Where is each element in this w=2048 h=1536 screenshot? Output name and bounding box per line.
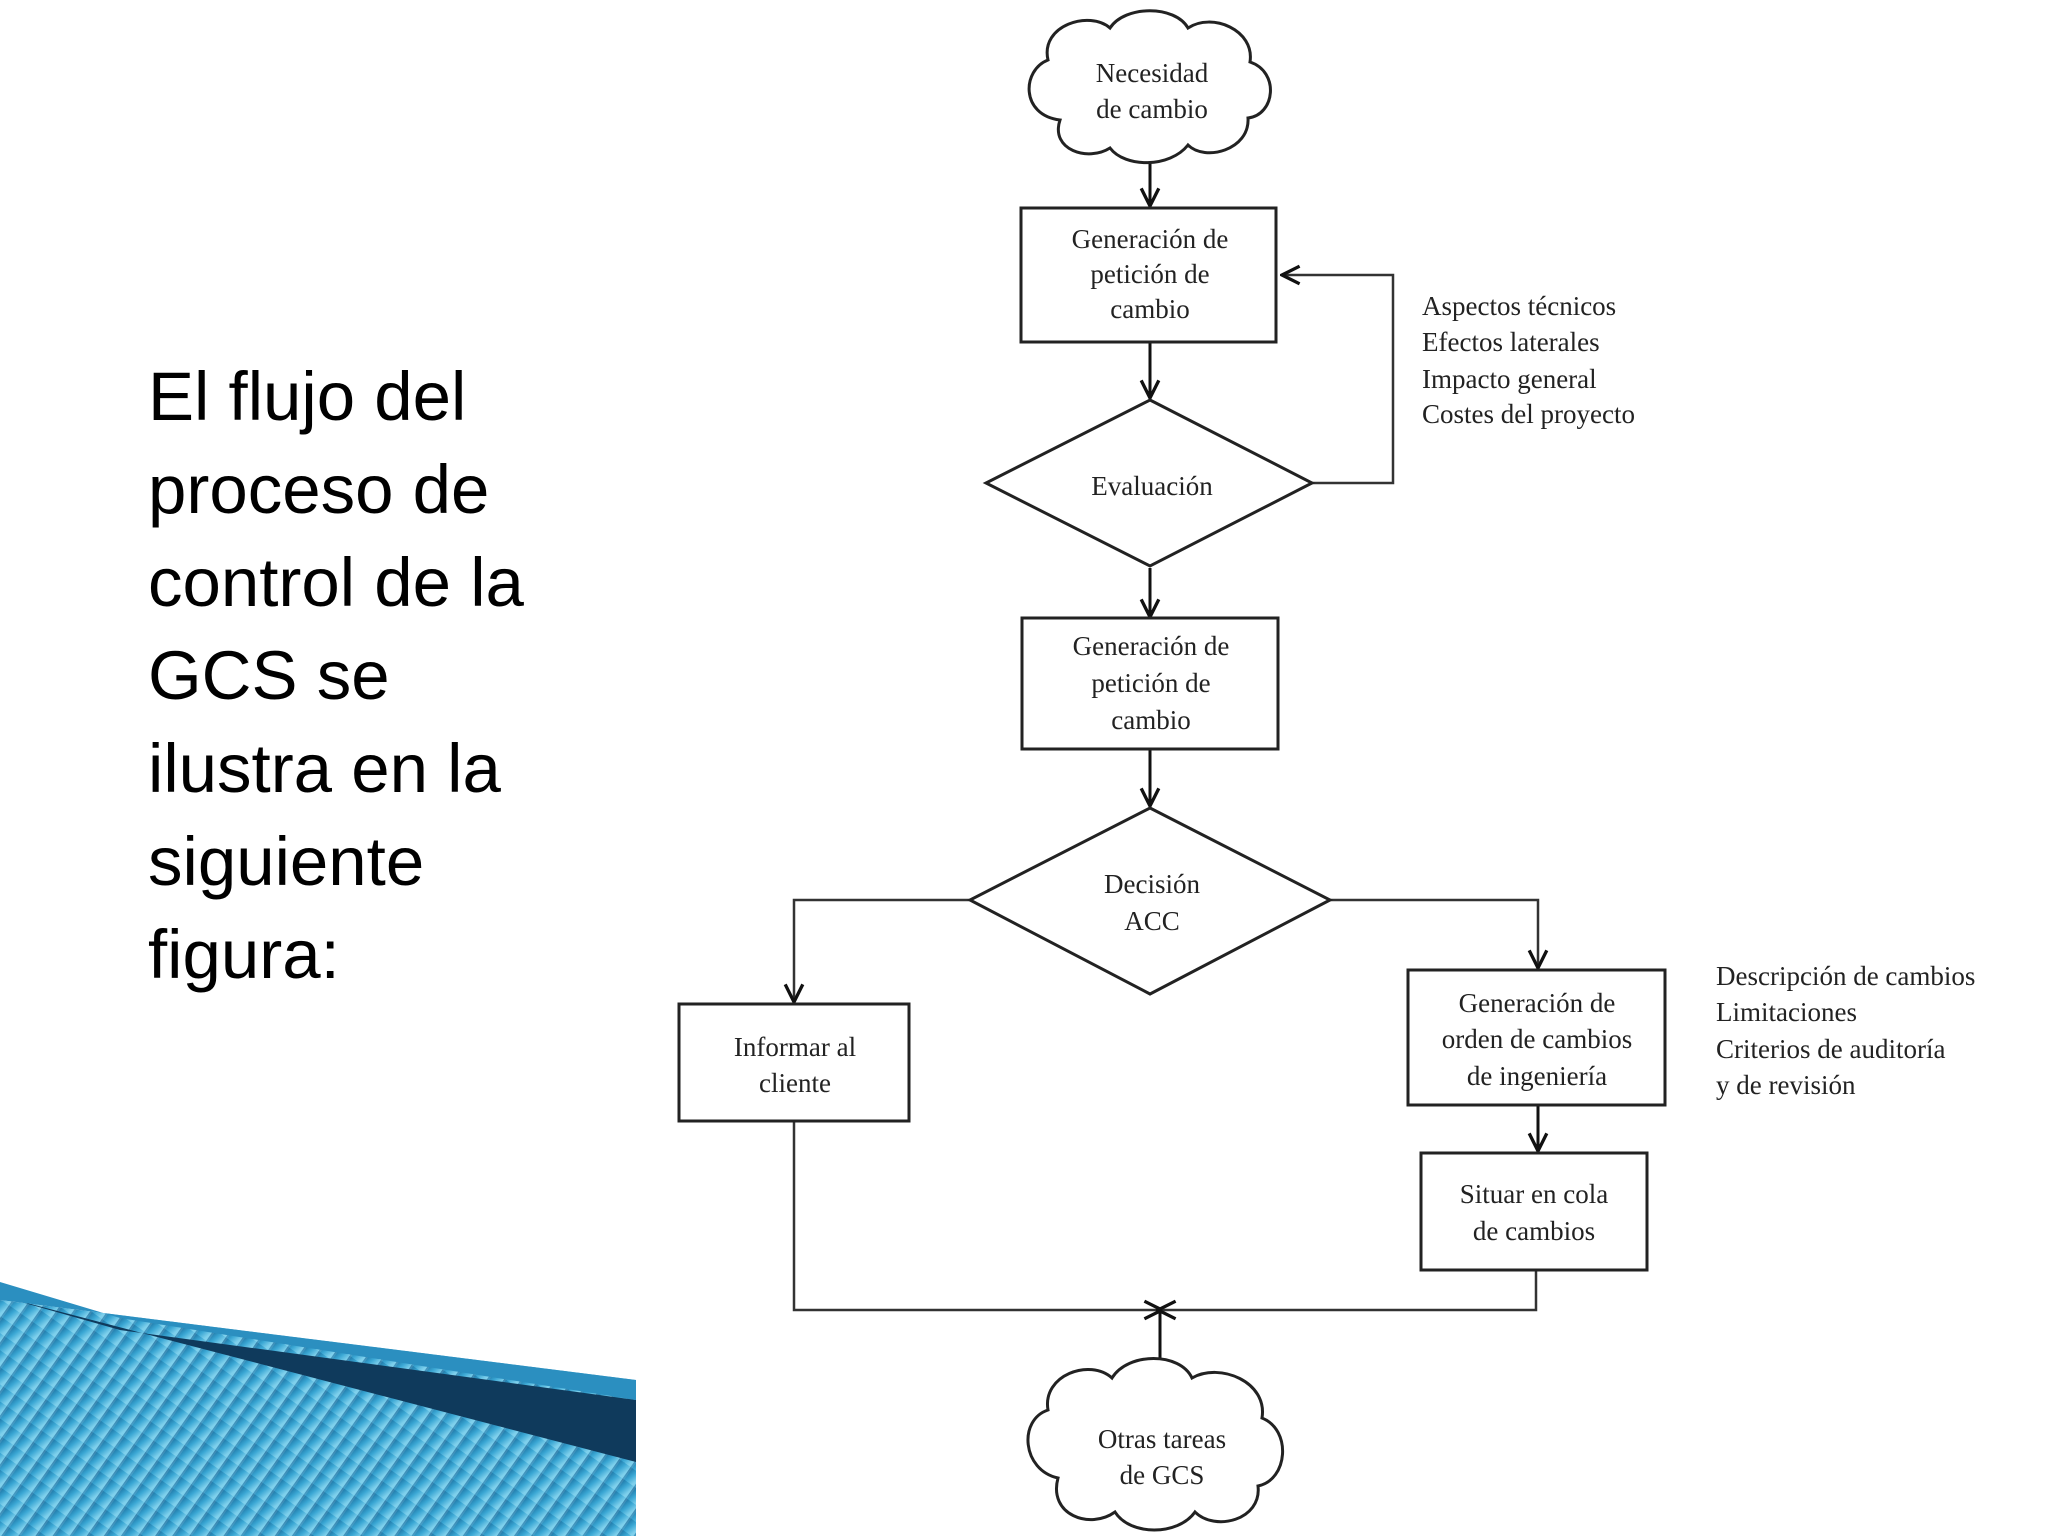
evaluation-diamond	[986, 400, 1312, 566]
arrow-eval-feedback	[1282, 275, 1393, 483]
inform-label-line: Informar al	[733, 1032, 857, 1062]
eval-note: Aspectos técnicos	[1422, 291, 1617, 321]
eco-box	[1408, 970, 1665, 1105]
decision-label-line: ACC	[1124, 906, 1180, 936]
start-label-line: Necesidad	[1095, 58, 1209, 88]
end-label-line: de GCS	[1119, 1460, 1205, 1490]
inform-label-line: cliente	[759, 1068, 831, 1098]
arrow-decision-to-inform	[794, 900, 970, 1002]
eco-label-line: Generación de	[1458, 988, 1616, 1018]
decision-label-line: Decisión	[1104, 869, 1200, 899]
request1-label-line: cambio	[1110, 294, 1190, 324]
start-cloud	[1029, 11, 1270, 163]
evaluation-label: Evaluación	[1091, 471, 1213, 501]
text-line: siguiente	[148, 823, 425, 900]
queue-box	[1421, 1153, 1647, 1270]
queue-label-line: Situar en cola	[1459, 1179, 1609, 1209]
request1-box	[1021, 208, 1276, 342]
eco-label-line: orden de cambios	[1441, 1024, 1633, 1054]
text-line: control de la	[148, 544, 524, 621]
queue-label-line: de cambios	[1472, 1216, 1596, 1246]
inform-client-box	[679, 1004, 909, 1121]
arrow-queue-to-merge	[1158, 1271, 1536, 1310]
end-cloud	[1028, 1359, 1283, 1531]
text-line: ilustra en la	[148, 730, 501, 807]
start-label-line: de cambio	[1096, 94, 1208, 124]
request2-label-line: Generación de	[1072, 631, 1230, 661]
eco-note: Limitaciones	[1716, 997, 1857, 1027]
text-line: figura:	[148, 916, 340, 993]
request1-label-line: petición de	[1090, 259, 1210, 289]
request1-label-line: Generación de	[1071, 224, 1229, 254]
text-line: El flujo del	[148, 358, 467, 435]
eco-notes	[1716, 961, 1975, 1100]
request2-label-line: petición de	[1091, 668, 1211, 698]
eco-note: Criterios de auditoría	[1716, 1034, 1946, 1064]
decision-diamond	[970, 808, 1330, 994]
end-label-line: Otras tareas	[1097, 1424, 1227, 1454]
eco-note: Descripción de cambios	[1716, 961, 1976, 991]
eval-note: Costes del proyecto	[1422, 399, 1635, 429]
arrow-inform-to-merge	[794, 1121, 1162, 1310]
text-line: GCS se	[148, 637, 390, 714]
text-line: proceso de	[148, 451, 490, 528]
eco-note: y de revisión	[1716, 1070, 1856, 1100]
eco-label-line: de ingeniería	[1466, 1061, 1608, 1091]
request2-box	[1022, 618, 1278, 749]
eval-note: Efectos laterales	[1422, 327, 1600, 357]
arrow-decision-to-eco	[1330, 900, 1538, 968]
evaluation-notes	[1422, 291, 1635, 429]
eval-note: Impacto general	[1422, 364, 1597, 394]
request2-label-line: cambio	[1111, 705, 1191, 735]
